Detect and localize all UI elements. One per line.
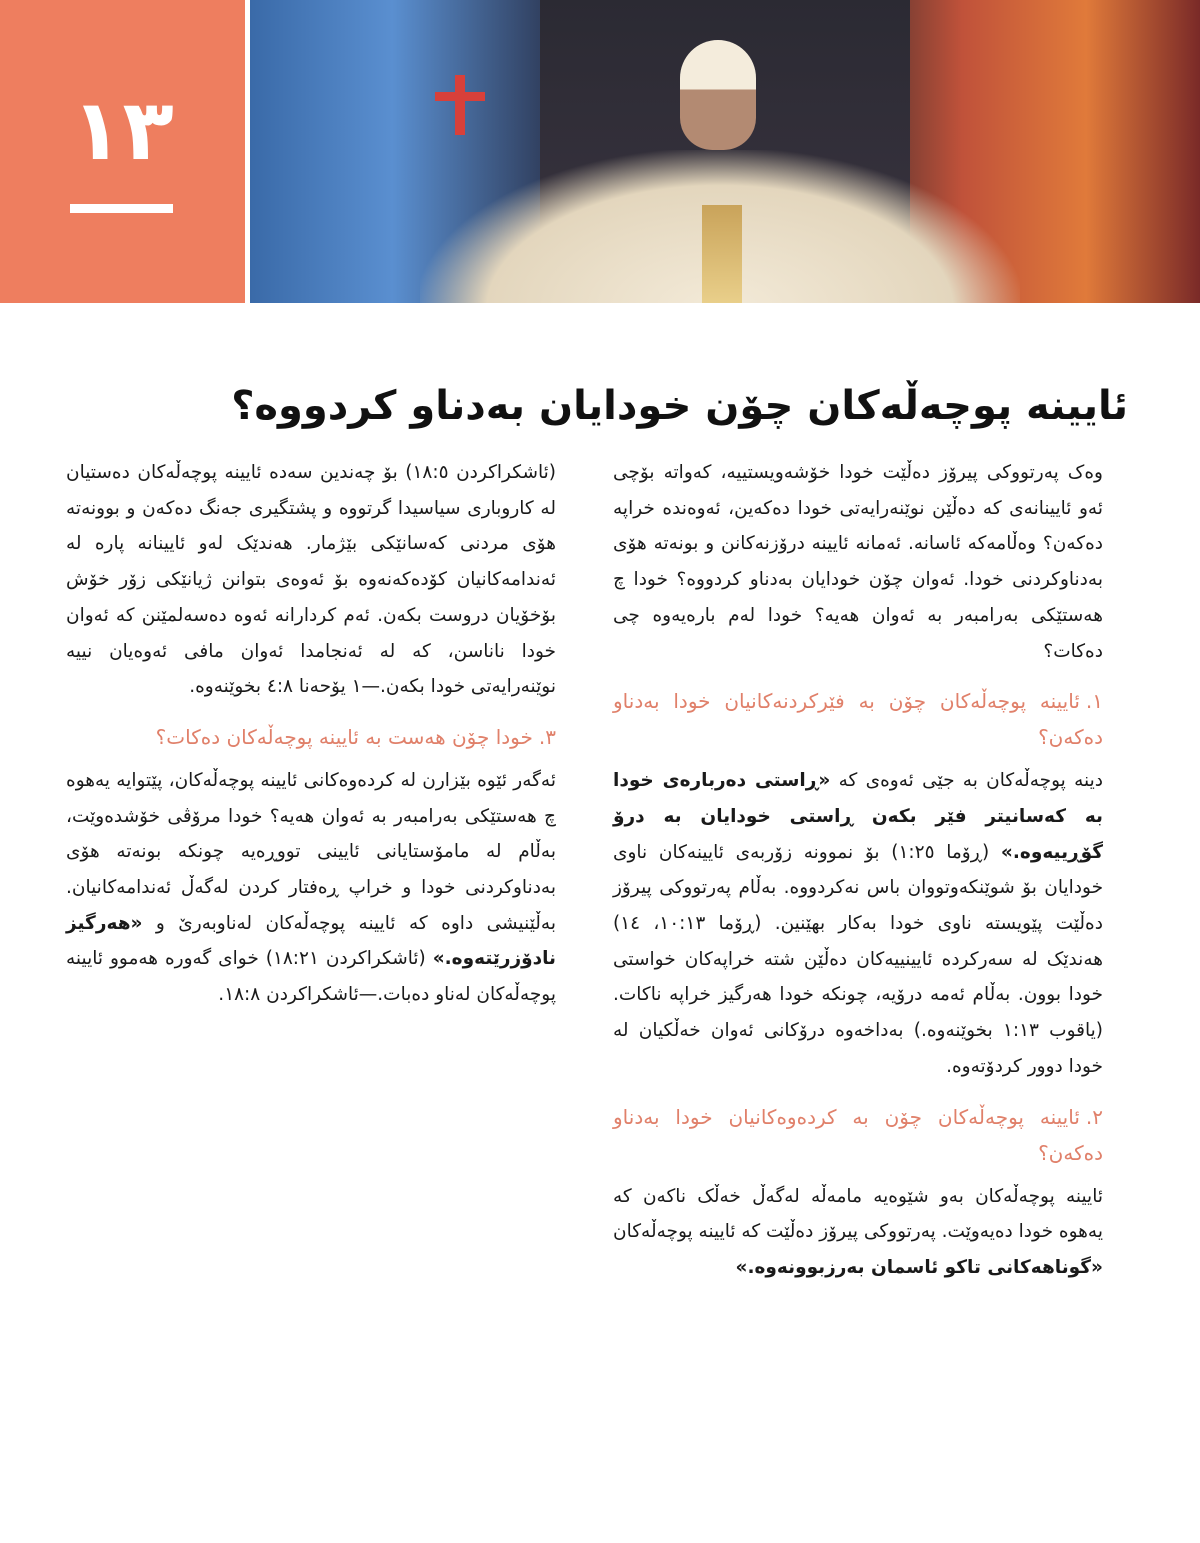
section-heading-text: خودا چۆن هەست بە ئایینە پوچەڵەکان دەکات؟: [155, 724, 533, 749]
red-cross-bar: [435, 92, 485, 101]
section-1-body: [613, 763, 1103, 1084]
section-3-heading: [66, 719, 556, 755]
section-1-heading: [613, 683, 1103, 755]
bold-quote: «ڕاستی دەربارەی خودا بە کەسانیتر فێر بکەن ڕاستی خودایان بە درۆ گۆڕییەوە.»: [613, 770, 1103, 863]
bold-quote: «هەرگیز نادۆزرێتەوە.»: [66, 912, 557, 970]
body-text: (ئاشکراکردن ١٨:٢١) خوای گەورە هەموو ئایینە پوچەڵەکان لەناو دەبات.—ئاشکراکردن ١٨:٨.: [66, 948, 556, 1006]
section-3-body: [66, 763, 556, 1013]
section-number: ٣.: [538, 724, 556, 749]
body-text: (ڕۆما ١:٢٥) بۆ نموونە زۆربەی ئایینەکان ناوی خودایان بۆ شوێنکەوتووان باس نەکردووە. بەڵام پەرتووکی پیرۆز دەڵێت پێویستە ناوی خودا بەکار بهێنین. (ڕۆما ١٠:١٣، ١٤) هەندێک لە سەرکردە ئایینییەکان دەڵێن شتە خراپەکان خواستی خودا بوون. بەڵام ئەمە درۆیە، چونکە خودا هەرگیز خراپە ناکات. (یاقوب ١:١٣ بخوێنەوە.) بەداخەوە درۆکانی ئەوان خەڵکیان لە خودا دوور کردۆتەوە.: [613, 841, 1103, 1077]
section-2-body: [613, 1179, 1103, 1286]
priest-mitre: [680, 40, 756, 150]
body-text: دینە پوچەڵەکان بە جێی ئەوەی کە: [830, 770, 1103, 792]
page-title: ئایینە پوچەڵەکان چۆن خودایان بەدناو کردووە؟: [231, 382, 1128, 429]
lesson-number: ١٣: [71, 81, 174, 179]
bold-quote: «گوناهەکانی تاکو ئاسمان بەرزبوونەوە.»: [735, 1256, 1103, 1278]
section-heading-text: ئایینە پوچەڵەکان چۆن بە فێرکردنەکانیان خودا بەدناو دەکەن؟: [613, 689, 1103, 750]
section-number: ٢.: [1085, 1104, 1103, 1129]
lesson-number-box: [0, 0, 245, 303]
body-text: ئەگەر ئێوە بێزارن لە کردەوەکانی ئایینە پوچەڵەکان، پێتوایە یەهوە چ هەستێکی بەرامبەر بە ئەوان هەیە؟ خودا مرۆڤی خۆشدەوێت، بەڵام لە مامۆستایانی ئایینی تووڕەیە چونکە بونەتە هۆی بەدناوکردنی خودا و خراپ ڕەفتار کردن لەگەڵ ئەندامەکانیان. بەڵێنیشی داوە کە ئایینە پوچەڵەکان لەناوبەرێ و: [66, 769, 556, 934]
intro-paragraph: وەک پەرتووکی پیرۆز دەڵێت خودا خۆشەویستییە، کەواتە بۆچی ئەو ئایینانەی کە دەڵێن نوێنەرایەتی خودا دەکەین، ئەوەندە خراپە دەکەن؟ وەڵامەکە ئاسانە. ئەمانە ئایینە درۆزنەکانن و بونەتە هۆی بەدناوکردنی خودا. ئەوان چۆن خودایان بەدناو کردووە؟ خودا چ هەستێکی بەرامبەر بە ئەوان هەیە؟ خودا لەم بارەیەوە چی دەکات؟: [613, 462, 1103, 662]
body-text: ئایینە پوچەڵەکان بەو شێوەیە مامەڵە لەگەڵ خەڵک ناکەن کە یەهوە خودا دەیەوێت. پەرتووکی پیرۆز دەڵێت کە ئایینە پوچەڵەکان: [613, 1185, 1103, 1243]
red-cross-icon: [455, 75, 465, 135]
header-banner: [0, 0, 1200, 303]
section-2-heading: [613, 1099, 1103, 1171]
priest-stole: [702, 205, 742, 303]
lesson-number-underline: [70, 204, 173, 213]
section-heading-text: ئایینە پوچەڵەکان چۆن بە کردەوەکانیان خودا بەدناو دەکەن؟: [613, 1104, 1103, 1165]
left-column: [66, 455, 556, 1027]
hero-image: [250, 0, 1200, 303]
section-2-body-continued: (ئاشکراکردن ١٨:٥) بۆ چەندین سەدە ئایینە پوچەڵەکان دەستیان لە کاروباری سیاسیدا گرتووە و پشتگیری جەنگ دەکەن و بوونەتە هۆی مردنی کەسانێکی بێژمار. هەندێک لەو ئایینانە پارە لە ئەندامەکانیان کۆدەکەنەوە بۆ ئەوەی بتوانن ژیانێکی زۆر خۆش بۆخۆیان دروست بکەن. ئەم کردارانە ئەوە دەسەلمێنن کە ئەوان خودا ناناسن، کە لە ئەنجامدا ئەوان مافی ئەوەیان نییە نوێنەرایەتی خودا بکەن.—١ یۆحەنا ٤:٨ بخوێنەوە.: [66, 462, 556, 698]
section-number: ١.: [1085, 689, 1103, 714]
right-column: [613, 455, 1103, 1300]
